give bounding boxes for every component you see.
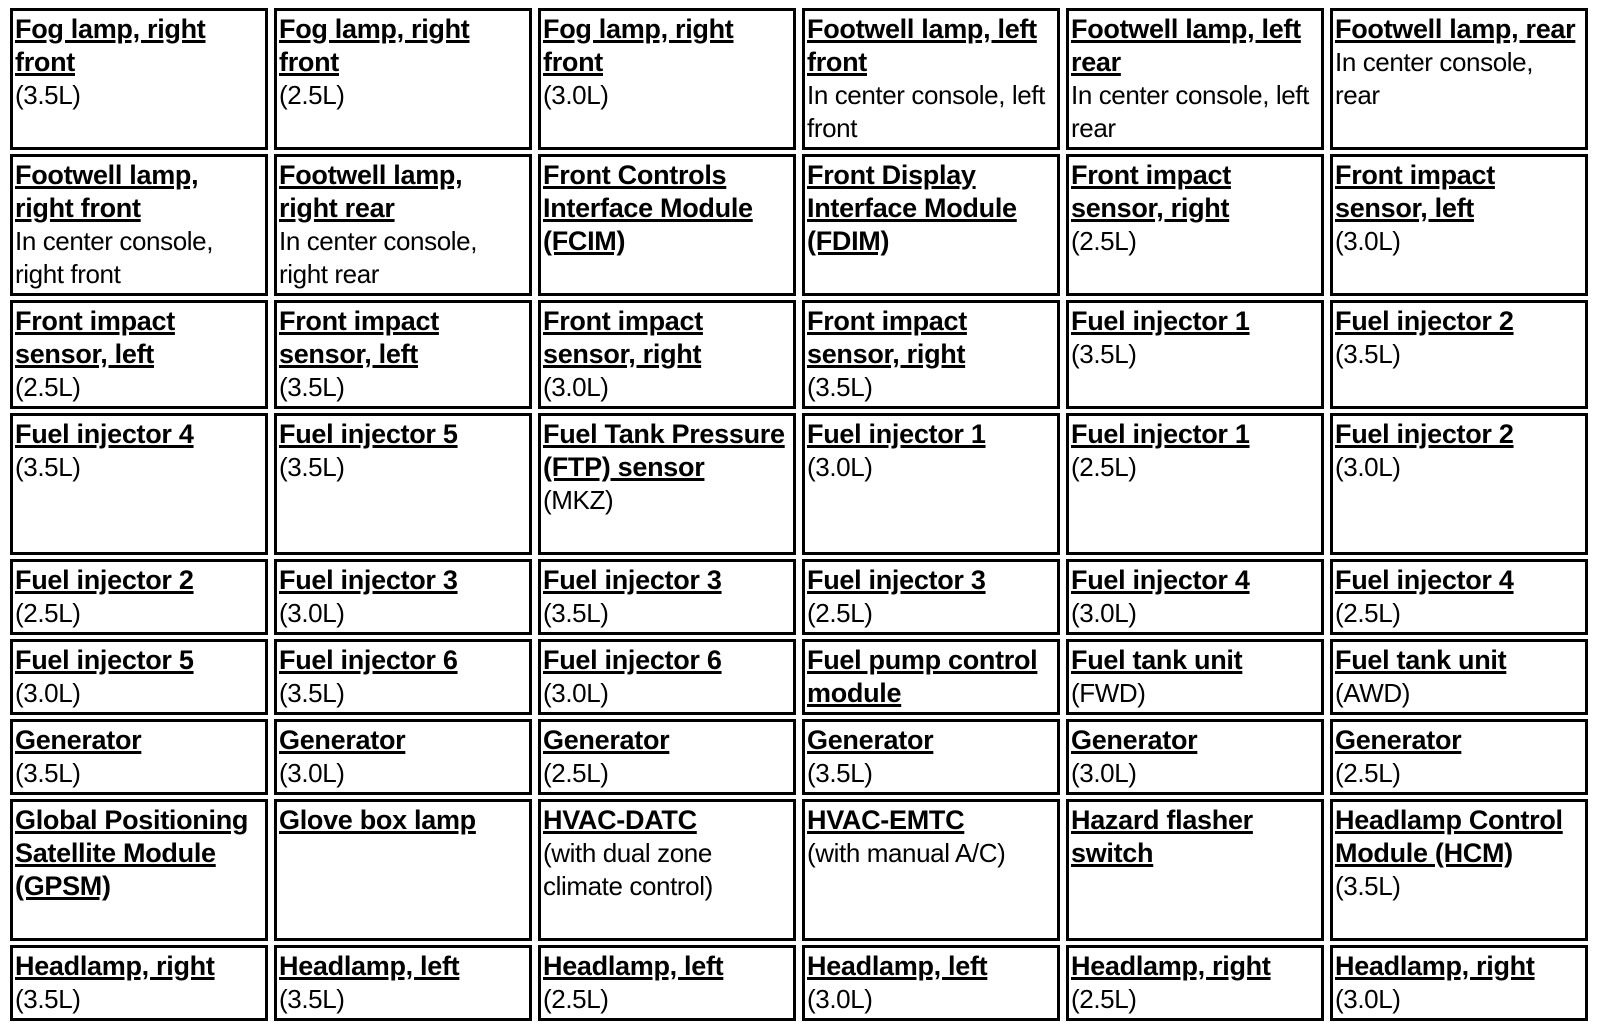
component-link[interactable]: Generator — [1071, 725, 1198, 755]
component-link[interactable]: Headlamp Control Module (HCM) — [1335, 805, 1563, 868]
component-detail: (2.5L) — [279, 80, 345, 110]
component-detail: (3.5L) — [15, 984, 81, 1014]
component-link[interactable]: Fuel tank unit — [1335, 645, 1507, 675]
component-detail: (3.5L) — [279, 984, 345, 1014]
table-cell — [802, 719, 1060, 795]
component-detail: (3.0L) — [279, 758, 345, 788]
table-cell — [1330, 639, 1588, 715]
component-detail: (3.5L) — [807, 372, 873, 402]
component-link[interactable]: Front impact sensor, right — [543, 306, 703, 369]
component-link[interactable]: Footwell lamp, right rear — [279, 160, 463, 223]
component-detail: (3.0L) — [1335, 452, 1401, 482]
table-cell — [1330, 8, 1588, 150]
component-link[interactable]: Front Display Interface Module (FDIM) — [807, 160, 1017, 256]
component-link[interactable]: Footwell lamp, right front — [15, 160, 199, 223]
component-link[interactable]: Fuel tank unit — [1071, 645, 1243, 675]
table-cell — [1330, 154, 1588, 296]
table-cell — [10, 639, 268, 715]
component-detail: (AWD) — [1335, 678, 1411, 708]
table-cell — [274, 8, 532, 150]
component-link[interactable]: Hazard flasher switch — [1071, 805, 1253, 868]
component-link[interactable]: Glove box lamp — [279, 805, 476, 835]
table-cell — [802, 945, 1060, 1021]
table-cell — [1330, 559, 1588, 635]
component-detail: (3.5L) — [279, 678, 345, 708]
table-cell — [1330, 719, 1588, 795]
component-detail: (3.5L) — [1071, 339, 1137, 369]
component-detail: (3.0L) — [279, 598, 345, 628]
component-detail: (2.5L) — [15, 598, 81, 628]
component-link[interactable]: Generator — [543, 725, 670, 755]
component-detail: (3.5L) — [15, 452, 81, 482]
table-cell — [274, 799, 532, 941]
component-link[interactable]: Front impact sensor, left — [1335, 160, 1495, 223]
component-link[interactable]: Fuel injector 3 — [807, 565, 986, 595]
component-link[interactable]: Fuel injector 5 — [279, 419, 458, 449]
component-link[interactable]: HVAC-DATC — [543, 805, 697, 835]
component-link[interactable]: Headlamp, left — [279, 951, 460, 981]
component-detail: (2.5L) — [15, 372, 81, 402]
table-cell — [1066, 639, 1324, 715]
table-cell — [538, 719, 796, 795]
table-cell — [10, 945, 268, 1021]
component-link[interactable]: Footwell lamp, left rear — [1071, 14, 1301, 77]
component-link[interactable]: Headlamp, right — [1335, 951, 1535, 981]
table-cell — [274, 300, 532, 409]
table-cell — [802, 799, 1060, 941]
component-detail: (3.5L) — [807, 758, 873, 788]
table-cell — [1330, 799, 1588, 941]
table-cell — [10, 300, 268, 409]
component-detail: (3.0L) — [543, 678, 609, 708]
component-detail: (FWD) — [1071, 678, 1146, 708]
table-cell — [802, 639, 1060, 715]
component-link[interactable]: Headlamp, left — [807, 951, 988, 981]
component-detail: (3.0L) — [1335, 984, 1401, 1014]
component-detail: (3.0L) — [543, 372, 609, 402]
component-link[interactable]: Fuel injector 4 — [1335, 565, 1514, 595]
table-row — [10, 945, 1588, 1021]
component-link[interactable]: Fuel injector 3 — [543, 565, 722, 595]
component-link[interactable]: Footwell lamp, left front — [807, 14, 1037, 77]
table-cell — [10, 154, 268, 296]
component-detail: (3.5L) — [1335, 339, 1401, 369]
component-link[interactable]: Fuel injector 1 — [807, 419, 986, 449]
component-link[interactable]: Fog lamp, right front — [543, 14, 734, 77]
table-cell — [1066, 154, 1324, 296]
component-detail: (2.5L) — [1335, 758, 1401, 788]
component-link[interactable]: Generator — [1335, 725, 1462, 755]
table-row — [10, 559, 1588, 635]
table-cell — [274, 719, 532, 795]
component-link[interactable]: Fuel injector 6 — [543, 645, 722, 675]
component-detail: (2.5L) — [543, 758, 609, 788]
component-link[interactable]: Footwell lamp, rear — [1335, 14, 1576, 44]
component-detail: In center console, right rear — [279, 226, 478, 289]
table-cell — [274, 413, 532, 555]
component-detail: In center console, right front — [15, 226, 214, 289]
component-detail: (with dual zone climate control) — [543, 838, 713, 901]
component-detail: (3.0L) — [1071, 758, 1137, 788]
component-link[interactable]: Global Positioning Satellite Module (GPSM) — [15, 805, 249, 901]
component-link[interactable]: Generator — [15, 725, 142, 755]
table-cell — [10, 719, 268, 795]
component-detail: (3.5L) — [1335, 871, 1401, 901]
table-row — [10, 8, 1588, 150]
component-link[interactable]: Fuel injector 4 — [1071, 565, 1250, 595]
component-detail: (2.5L) — [807, 598, 873, 628]
component-detail: (3.5L) — [279, 452, 345, 482]
component-link[interactable]: Fog lamp, right front — [15, 14, 206, 77]
component-detail: (3.0L) — [543, 80, 609, 110]
component-link[interactable]: Fog lamp, right front — [279, 14, 470, 77]
component-detail: (3.0L) — [807, 452, 873, 482]
table-cell — [274, 559, 532, 635]
table-cell — [538, 300, 796, 409]
component-link[interactable]: Fuel injector 2 — [15, 565, 194, 595]
component-detail: (3.0L) — [1335, 226, 1401, 256]
component-link[interactable]: Headlamp, right — [1071, 951, 1271, 981]
table-cell — [538, 154, 796, 296]
component-detail: In center console, left front — [807, 80, 1045, 143]
table-cell — [802, 154, 1060, 296]
table-cell — [1066, 719, 1324, 795]
component-detail: (3.0L) — [15, 678, 81, 708]
component-detail: (3.5L) — [543, 598, 609, 628]
table-cell — [274, 945, 532, 1021]
component-link[interactable]: Headlamp, right — [15, 951, 215, 981]
component-detail: (MKZ) — [543, 485, 614, 515]
table-cell — [538, 639, 796, 715]
component-link[interactable]: Fuel injector 1 — [1071, 306, 1250, 336]
component-link[interactable]: Front impact sensor, right — [807, 306, 967, 369]
component-link[interactable]: Fuel injector 2 — [1335, 306, 1514, 336]
component-detail: (with manual A/C) — [807, 838, 1006, 868]
component-link[interactable]: Fuel Tank Pressure (FTP) sensor — [543, 419, 785, 482]
table-row — [10, 300, 1588, 409]
table-cell — [10, 799, 268, 941]
component-detail: (3.5L) — [279, 372, 345, 402]
component-detail: (3.0L) — [1071, 598, 1137, 628]
table-cell — [10, 559, 268, 635]
table-row — [10, 154, 1588, 296]
component-link[interactable]: Fuel injector 3 — [279, 565, 458, 595]
table-row — [10, 639, 1588, 715]
component-detail: (3.5L) — [15, 80, 81, 110]
table-row — [10, 719, 1588, 795]
component-detail: (2.5L) — [1071, 452, 1137, 482]
component-detail: (2.5L) — [543, 984, 609, 1014]
component-link[interactable]: Front impact sensor, left — [15, 306, 175, 369]
table-cell — [802, 559, 1060, 635]
table-cell — [538, 799, 796, 941]
component-detail: In center console, rear — [1335, 47, 1534, 110]
table-cell — [1066, 559, 1324, 635]
component-link[interactable]: Front impact sensor, right — [1071, 160, 1231, 223]
table-cell — [1066, 945, 1324, 1021]
component-link[interactable]: Fuel injector 5 — [15, 645, 194, 675]
table-cell — [538, 8, 796, 150]
table-cell — [10, 413, 268, 555]
table-cell — [538, 559, 796, 635]
component-link[interactable]: Front Controls Interface Module (FCIM) — [543, 160, 753, 256]
table-cell — [538, 945, 796, 1021]
component-link[interactable]: Headlamp, left — [543, 951, 724, 981]
component-link[interactable]: Generator — [807, 725, 934, 755]
table-row — [10, 799, 1588, 941]
component-link[interactable]: Fuel injector 1 — [1071, 419, 1250, 449]
component-link[interactable]: Fuel injector 6 — [279, 645, 458, 675]
component-link[interactable]: Generator — [279, 725, 406, 755]
component-link[interactable]: HVAC-EMTC — [807, 805, 965, 835]
table-cell — [1330, 413, 1588, 555]
component-location-table — [4, 4, 1594, 1025]
table-cell — [1066, 413, 1324, 555]
component-detail: (2.5L) — [1335, 598, 1401, 628]
component-link[interactable]: Fuel pump control module — [807, 645, 1038, 708]
table-cell — [538, 413, 796, 555]
component-link[interactable]: Fuel injector 4 — [15, 419, 194, 449]
component-detail: (3.0L) — [807, 984, 873, 1014]
table-cell — [1330, 300, 1588, 409]
table-cell — [274, 154, 532, 296]
table-cell — [1066, 8, 1324, 150]
component-link[interactable]: Fuel injector 2 — [1335, 419, 1514, 449]
component-detail: (2.5L) — [1071, 984, 1137, 1014]
table-cell — [1330, 945, 1588, 1021]
table-cell — [1066, 300, 1324, 409]
table-cell — [802, 8, 1060, 150]
table-cell — [10, 8, 268, 150]
component-link[interactable]: Front impact sensor, left — [279, 306, 439, 369]
component-detail: (2.5L) — [1071, 226, 1137, 256]
table-cell — [1066, 799, 1324, 941]
table-cell — [274, 639, 532, 715]
component-detail: (3.5L) — [15, 758, 81, 788]
table-cell — [802, 300, 1060, 409]
component-detail: In center console, left rear — [1071, 80, 1309, 143]
table-row — [10, 413, 1588, 555]
table-cell — [802, 413, 1060, 555]
